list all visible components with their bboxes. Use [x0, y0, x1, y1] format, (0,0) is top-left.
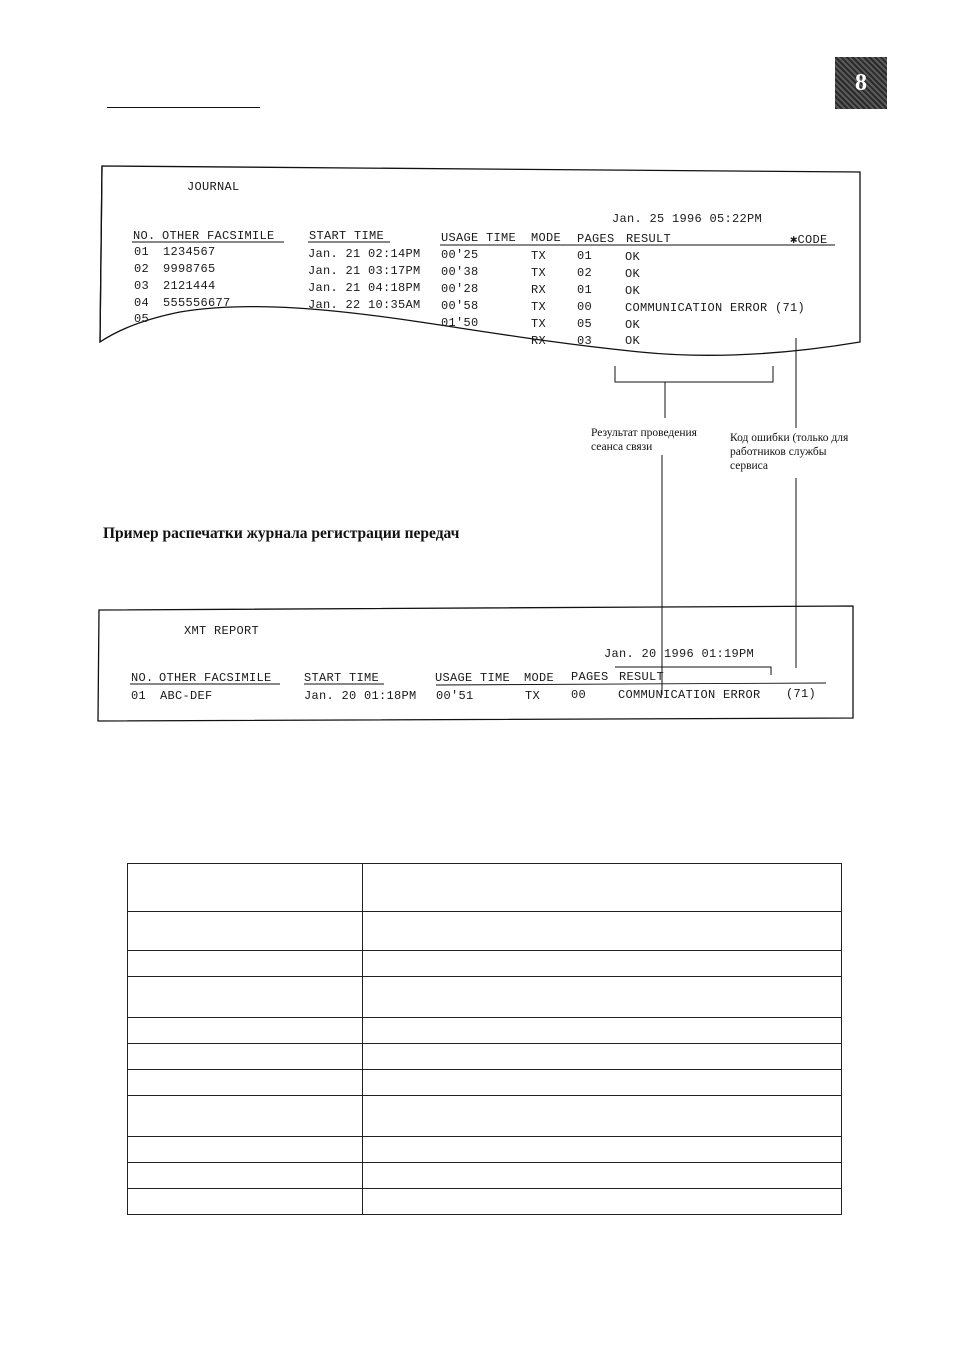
table-cell	[363, 1189, 842, 1215]
journal-cell-usage: 00'28	[441, 282, 479, 296]
journal-cell-usage: 00'25	[441, 248, 479, 262]
journal-header-pages: PAGES	[577, 232, 615, 246]
table-row	[128, 1018, 842, 1044]
journal-cell-other: 9998765	[163, 262, 216, 276]
table-row	[128, 912, 842, 951]
journal-cell-start: Jan. 21 04:18PM	[308, 281, 421, 295]
journal-cell-other: 555556677	[163, 296, 231, 310]
journal-timestamp: Jan. 25 1996 05:22PM	[612, 212, 763, 226]
journal-cell-result: OK	[625, 250, 641, 264]
table-cell	[363, 951, 842, 977]
journal-cell-result: COMMUNICATION ERROR (71)	[625, 301, 806, 315]
journal-paper-outline	[100, 166, 860, 355]
table-cell	[128, 1044, 363, 1070]
chapter-number: 8	[855, 69, 867, 96]
journal-cell-result: OK	[625, 318, 641, 332]
table-cell	[128, 864, 363, 912]
journal-header-other: OTHER FACSIMILE	[162, 229, 275, 243]
journal-cell-pages: 01	[577, 283, 593, 297]
xmt-cell-mode: TX	[525, 689, 541, 703]
table-cell	[128, 1137, 363, 1163]
table-row	[128, 1096, 842, 1137]
journal-cell-no: 01	[134, 245, 150, 259]
table-cell	[128, 1018, 363, 1044]
table-cell	[363, 1070, 842, 1096]
xmt-cell-code: (71)	[786, 687, 817, 701]
journal-cell-pages: 02	[577, 266, 593, 280]
xmt-header-mode: MODE	[524, 671, 555, 685]
xmt-header-other: OTHER FACSIMILE	[159, 671, 272, 685]
journal-cell-no: 03	[134, 279, 150, 293]
journal-header-no: NO.	[133, 229, 156, 243]
xmt-cell-result: COMMUNICATION ERROR	[618, 688, 761, 702]
journal-cell-result: OK	[625, 267, 641, 281]
journal-cell-mode: TX	[531, 317, 547, 331]
result-annotation: Результат проведения сеанса связи	[591, 427, 697, 453]
xmt-cell-no: 01	[131, 689, 147, 703]
journal-cell-other: 1234567	[163, 245, 216, 259]
journal-header-result: RESULT	[626, 232, 672, 246]
table-cell	[128, 977, 363, 1018]
journal-cell-start: Jan. 21 02:14PM	[308, 247, 421, 261]
table-row	[128, 1044, 842, 1070]
result-bracket	[615, 366, 773, 382]
table-cell	[363, 1018, 842, 1044]
journal-cell-result: OK	[625, 284, 641, 298]
table-row	[128, 977, 842, 1018]
journal-cell-start: Jan. 21 03:17PM	[308, 264, 421, 278]
xmt-header-no: NO.	[131, 671, 154, 685]
journal-cell-other: 2121444	[163, 279, 216, 293]
table-cell	[363, 1096, 842, 1137]
journal-cell-mode: TX	[531, 300, 547, 314]
journal-cell-mode: RX	[531, 334, 547, 348]
table-cell	[128, 1189, 363, 1215]
table-cell	[128, 1070, 363, 1096]
journal-cell-usage: 00'58	[441, 299, 479, 313]
journal-cell-pages: 00	[577, 300, 593, 314]
xmt-cell-pages: 00	[571, 688, 587, 702]
table-cell	[128, 1096, 363, 1137]
xmt-cell-start: Jan. 20 01:18PM	[304, 689, 417, 703]
table-cell	[363, 1163, 842, 1189]
table-row	[128, 1137, 842, 1163]
table-cell	[363, 912, 842, 951]
xmt-header-usage: USAGE TIME	[435, 671, 511, 685]
blank-error-table	[127, 863, 842, 1215]
journal-cell-mode: RX	[531, 283, 547, 297]
table-cell	[128, 1163, 363, 1189]
journal-cell-usage: 01'50	[441, 316, 479, 330]
table-row	[128, 1189, 842, 1215]
journal-cell-no: 05	[134, 312, 150, 326]
journal-cell-result: OK	[625, 334, 641, 348]
journal-header-code: ✱CODE	[790, 233, 828, 247]
table-cell	[363, 864, 842, 912]
table-cell	[363, 1137, 842, 1163]
table-row	[128, 951, 842, 977]
table-cell	[363, 1044, 842, 1070]
table-cell	[363, 977, 842, 1018]
journal-header-start: START TIME	[309, 229, 385, 243]
journal-cell-pages: 01	[577, 249, 593, 263]
journal-cell-pages: 03	[577, 334, 593, 348]
table-row	[128, 864, 842, 912]
journal-cell-no: 04	[134, 296, 150, 310]
xmt-cell-usage: 00'51	[436, 689, 474, 703]
journal-title: JOURNAL	[187, 180, 240, 194]
figure-caption: Пример распечатки журнала регистрации передач	[103, 525, 460, 542]
table-row	[128, 1163, 842, 1189]
xmt-title: XMT REPORT	[184, 624, 260, 638]
journal-cell-start: Jan. 22 10:35AM	[308, 298, 421, 312]
xmt-header-result: RESULT	[619, 670, 665, 684]
journal-header-usage: USAGE TIME	[441, 231, 517, 245]
journal-header-mode: MODE	[531, 231, 562, 245]
journal-cell-mode: TX	[531, 249, 547, 263]
journal-cell-mode: TX	[531, 266, 547, 280]
journal-cell-pages: 05	[577, 317, 593, 331]
table-row	[128, 1070, 842, 1096]
xmt-header-start: START TIME	[304, 671, 380, 685]
table-cell	[128, 951, 363, 977]
journal-cell-usage: 00'38	[441, 265, 479, 279]
xmt-timestamp: Jan. 20 1996 01:19PM	[604, 647, 755, 661]
code-annotation: Код ошибки (только для работников службы сервиса	[730, 432, 849, 472]
xmt-cell-other: ABC-DEF	[160, 689, 213, 703]
journal-cell-no: 02	[134, 262, 150, 276]
table-cell	[128, 912, 363, 951]
xmt-header-pages: PAGES	[571, 670, 609, 684]
